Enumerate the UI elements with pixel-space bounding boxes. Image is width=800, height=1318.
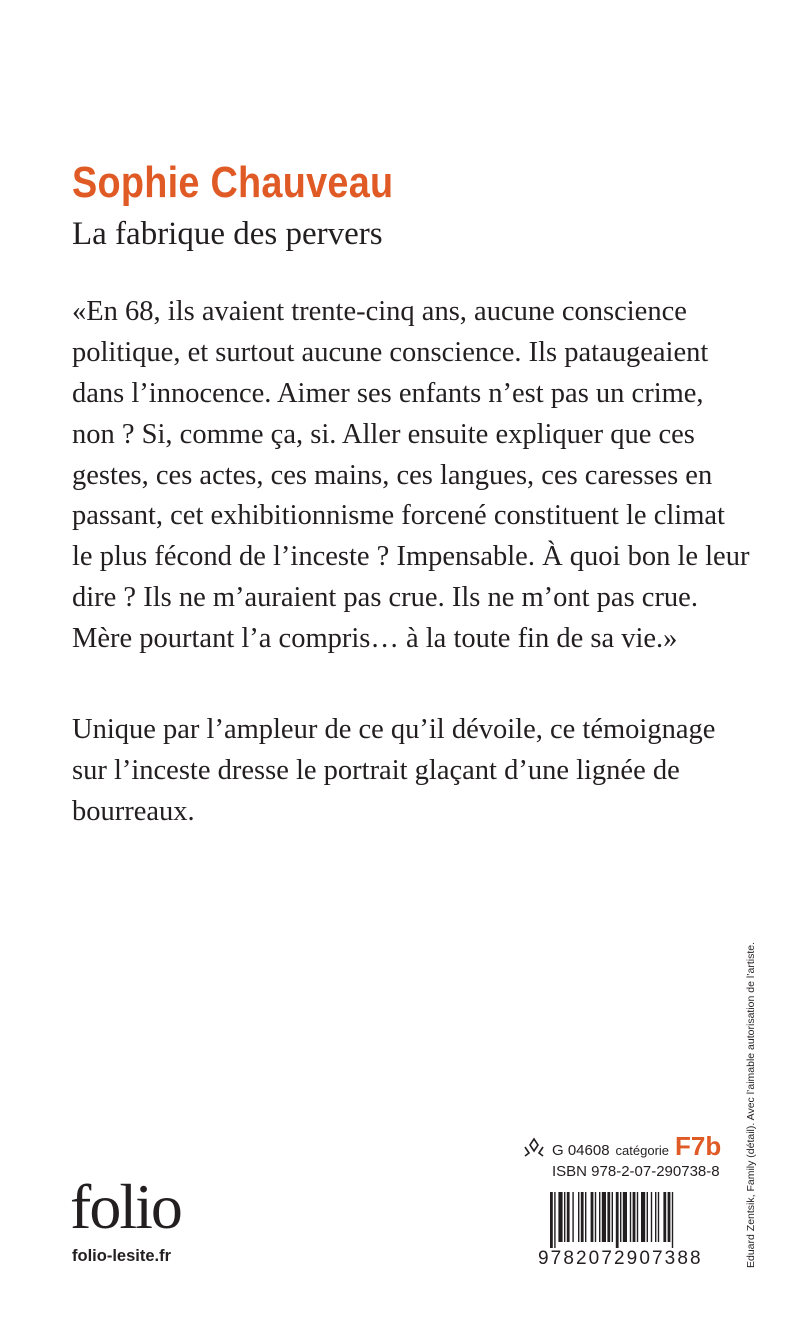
barcode [548, 1192, 720, 1248]
barcode-digits: 9782072907388 [538, 1248, 703, 1269]
barcode-bar [578, 1192, 579, 1242]
barcode-bar [602, 1192, 606, 1242]
barcode-bar [655, 1192, 656, 1242]
folio-gallimard-mark-icon [522, 1137, 546, 1157]
quote-line: dans l’innocence. Aimer ses enfants n’est pas un crime, [72, 377, 704, 409]
quote-line: gestes, ces actes, ces mains, ces langues, ces caresses en [72, 459, 713, 491]
quote-line: «En 68, ils avaient trente-cinq ans, aucune conscience [72, 296, 687, 327]
barcode-bar [581, 1192, 584, 1242]
isbn: ISBN 978-2-07-290738-8 [552, 1163, 720, 1180]
folio-logo: folio [70, 1171, 181, 1242]
barcode-bar [616, 1192, 619, 1248]
quote-paragraph [72, 292, 750, 660]
author-name: Sophie Chauveau [72, 158, 394, 207]
quote-line: passant, cet exhibitionnisme forcené constituent le climat [72, 500, 725, 532]
book-title: La fabrique des pervers [72, 216, 383, 252]
barcode-bar [658, 1192, 659, 1242]
barcode-bar [651, 1192, 652, 1242]
barcode-bar [585, 1192, 586, 1242]
summary-paragraph [72, 710, 732, 833]
summary-line: sur l’inceste dresse le portrait glaçant d’une lignée de [72, 754, 680, 786]
category-value: F7b [675, 1131, 722, 1161]
quote-line: Mère pourtant l’a compris… à la toute fin de sa vie.» [72, 623, 678, 655]
barcode-bar [607, 1192, 610, 1242]
barcode-bar [567, 1192, 570, 1242]
quote-line: le plus fécond de l’inceste ? Impensable. À quoi bon le leur [72, 541, 750, 573]
summary-line: Unique par l’ampleur de ce qu’il dévoile, ce témoignage [72, 714, 716, 745]
summary-line: bourreaux. [72, 795, 195, 827]
quote-line: dire ? Ils ne m’auraient pas crue. Ils ne m’ont pas crue. [72, 582, 698, 614]
barcode-bar [591, 1192, 594, 1242]
barcode-bar [595, 1192, 596, 1242]
quote-line: non ? Si, comme ça, si. Aller ensuite expliquer que ces [72, 418, 695, 450]
barcode-bar [647, 1192, 648, 1242]
barcode-bar [672, 1192, 673, 1248]
barcode-bar [663, 1192, 666, 1242]
barcode-bar [637, 1192, 638, 1242]
barcode-bar [633, 1192, 636, 1242]
barcode-bar [641, 1192, 645, 1242]
barcode-bar [620, 1192, 621, 1242]
quote-line: politique, et surtout aucune conscience. Ils pataugeaient [72, 336, 709, 368]
barcode-bar [564, 1192, 565, 1242]
barcode-bar [572, 1192, 573, 1242]
barcode-bar [623, 1192, 627, 1242]
meta-row [522, 1131, 721, 1162]
barcode-bar [554, 1192, 555, 1248]
barcode-bar [558, 1192, 562, 1242]
image-credit: Eduard Zentsik, Family (détail). Avec l’aimable autorisation de l’artiste. [745, 941, 757, 1268]
category-label: catégorie [615, 1143, 670, 1158]
barcode-bar [550, 1192, 553, 1248]
barcode-bar [612, 1192, 613, 1242]
barcode-bar [630, 1192, 631, 1242]
catalog-code: G 04608 [552, 1142, 610, 1159]
barcode-bar [599, 1192, 600, 1242]
barcode-bar [668, 1192, 671, 1242]
website: folio-lesite.fr [72, 1247, 172, 1265]
